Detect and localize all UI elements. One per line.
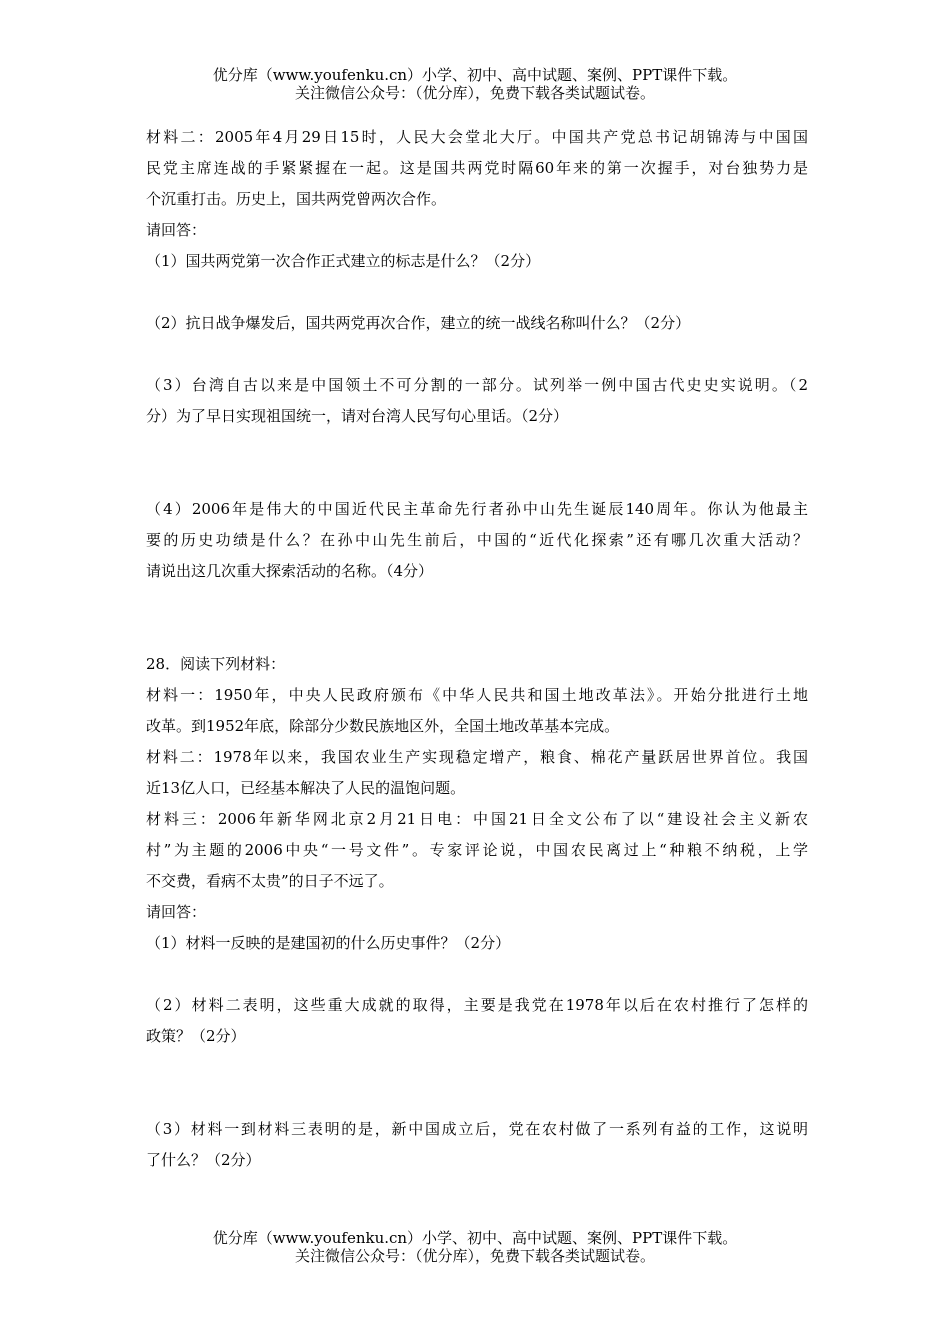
document-body (146, 122, 808, 1176)
q27-material2-line-2: 民党主席连战的手紧紧握在一起。这是国共两党时隔60年来的第一次握手，对台独势力是 (146, 159, 808, 177)
header-line-2: 关注微信公众号：（优分库），免费下载各类试题试卷。 (294, 84, 655, 102)
q28-title: 28．阅读下列材料： (146, 655, 286, 673)
q28-question-3-line-1: （3）材料一到材料三表明的是，新中国成立后，党在农村做了一系列有益的工作，这说明 (146, 1120, 808, 1138)
q27-prompt: 请回答： (146, 221, 207, 239)
footer-line-1: 优分库（www.youfenku.cn）小学、初中、高中试题、案例、PPT课件下载。 (212, 1229, 738, 1247)
q28-material3-line-2: 村”为主题的2006中央“一号文件”。专家评论说，中国农民离过上“种粮不纳税，上学 (146, 841, 808, 859)
q27-question-1: （1）国共两党第一次合作正式建立的标志是什么？（2分） (146, 252, 541, 270)
answer-space (146, 1052, 808, 1114)
q27-question-4-line-2: 要的历史功绩是什么？在孙中山先生前后，中国的“近代化探索”还有哪几次重大活动？ (146, 531, 808, 549)
q27-material2-line-3: 个沉重打击。历史上，国共两党曾两次合作。 (146, 190, 447, 208)
q28-material2-line-1: 材料二：1978年以来，我国农业生产实现稳定增产，粮食、棉花产量跃居世界首位。我国 (146, 748, 808, 766)
footer-line-2: 关注微信公众号：（优分库），免费下载各类试题试卷。 (294, 1247, 655, 1265)
q28-prompt: 请回答： (146, 903, 207, 921)
q28-material3-line-1: 材料三：2006年新华网北京2月21日电：中国21日全文公布了以“建设社会主义新农 (146, 810, 808, 828)
q28-question-2-line-1: （2）材料二表明，这些重大成就的取得，主要是我党在1978年以后在农村推行了怎样的 (146, 996, 808, 1014)
q28-material3-line-3: 不交费，看病不太贵”的日子不远了。 (146, 872, 394, 890)
page-header (0, 66, 950, 102)
answer-space (146, 432, 808, 494)
q28-section (146, 649, 808, 1176)
q27-question-3-line-1: （3）台湾自古以来是中国领土不可分割的一部分。试列举一例中国古代史史实说明。（2 (146, 376, 808, 394)
q27-question-4-line-3: 请说出这几次重大探索活动的名称。（4分） (146, 562, 434, 580)
answer-space (146, 277, 808, 308)
answer-space (146, 339, 808, 370)
q27-question-3-line-2: 分）为了早日实现祖国统一，请对台湾人民写句心里话。（2分） (146, 407, 569, 425)
q28-material1-line-1: 材料一：1950年，中央人民政府颁布《中华人民共和国土地改革法》。开始分批进行土地 (146, 686, 808, 704)
q28-question-3-line-2: 了什么？（2分） (146, 1151, 261, 1169)
q27-material2-line-1: 材料二：2005年4月29日15时，人民大会堂北大厅。中国共产党总书记胡锦涛与中国国 (146, 128, 808, 146)
q27-question-2: （2）抗日战争爆发后，国共两党再次合作，建立的统一战线名称叫什么？（2分） (146, 314, 691, 332)
q27-section (146, 122, 808, 649)
q28-question-2-line-2: 政策？（2分） (146, 1027, 246, 1045)
answer-space (146, 959, 808, 990)
header-line-1: 优分库（www.youfenku.cn）小学、初中、高中试题、案例、PPT课件下载。 (212, 66, 738, 84)
answer-space (146, 587, 808, 649)
q27-question-4-line-1: （4）2006年是伟大的中国近代民主革命先行者孙中山先生诞辰140周年。你认为他最主 (146, 500, 808, 518)
q28-material2-line-2: 近13亿人口，已经基本解决了人民的温饱问题。 (146, 779, 466, 797)
q28-material1-line-2: 改革。到1952年底，除部分少数民族地区外，全国土地改革基本完成。 (146, 717, 620, 735)
page-footer (0, 1229, 950, 1265)
q28-question-1: （1）材料一反映的是建国初的什么历史事件？（2分） (146, 934, 511, 952)
